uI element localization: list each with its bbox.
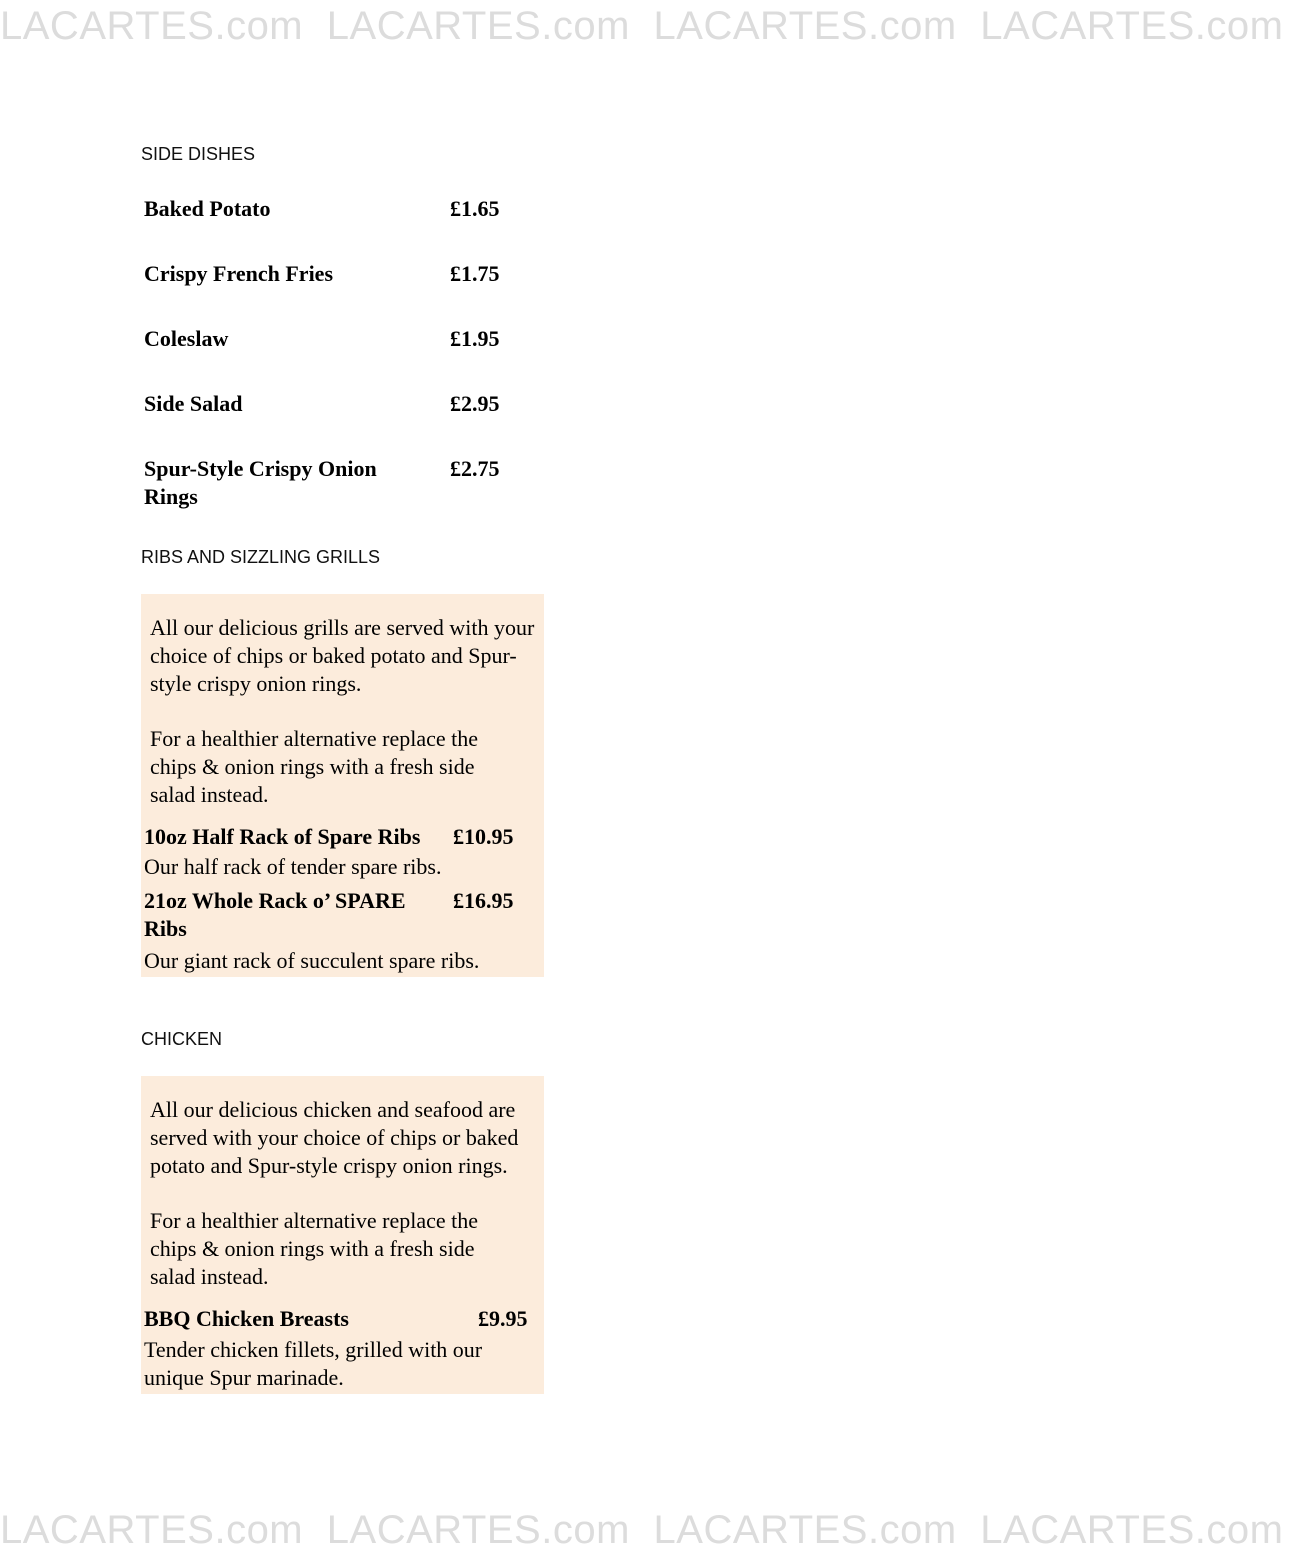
dish-name: 21oz Whole Rack o’ SPARE Ribs bbox=[144, 888, 406, 941]
dish-row bbox=[141, 1305, 544, 1333]
menu-item-price: £1.95 bbox=[450, 326, 500, 351]
menu-item bbox=[144, 260, 544, 288]
menu-item bbox=[144, 195, 544, 223]
chicken-panel bbox=[141, 1076, 544, 1394]
menu-item-price: £2.95 bbox=[450, 391, 500, 416]
dish-name: BBQ Chicken Breasts bbox=[144, 1306, 349, 1331]
dish-name: 10oz Half Rack of Spare Ribs bbox=[144, 824, 421, 849]
section-title-ribs: RIBS AND SIZZLING GRILLS bbox=[141, 547, 381, 567]
section-title-side-dishes: SIDE DISHES bbox=[141, 144, 256, 164]
dish-row bbox=[141, 823, 544, 851]
menu-item-price: £1.65 bbox=[450, 196, 500, 221]
ribs-panel bbox=[141, 594, 544, 977]
watermark-text: LACARTES.com bbox=[0, 4, 304, 48]
watermark-text: LACARTES.com bbox=[326, 1508, 630, 1552]
ribs-healthy-note: For a healthier alternative replace the chips & onion rings with a fresh side salad instead. bbox=[150, 726, 478, 807]
menu-item bbox=[144, 390, 544, 418]
ribs-intro: All our delicious grills are served with your choice of chips or baked potato and Spur-style crispy onion rings. bbox=[150, 615, 535, 696]
menu-item-name: Spur-Style Crispy Onion Rings bbox=[144, 456, 377, 509]
section-title-chicken: CHICKEN bbox=[141, 1029, 223, 1049]
watermark-bottom bbox=[0, 1508, 1284, 1553]
dish-description: Our half rack of tender spare ribs. bbox=[144, 854, 442, 879]
dish-price: £16.95 bbox=[453, 888, 514, 913]
dish-description: Tender chicken fillets, grilled with our unique Spur marinade. bbox=[144, 1337, 483, 1390]
menu-item bbox=[144, 325, 544, 353]
chicken-healthy-note: For a healthier alternative replace the chips & onion rings with a fresh side salad instead. bbox=[150, 1208, 478, 1289]
menu-item-name: Crispy French Fries bbox=[144, 261, 334, 286]
watermark-text: LACARTES.com bbox=[980, 1508, 1284, 1552]
dish-price: £9.95 bbox=[478, 1306, 528, 1331]
menu-item-name: Side Salad bbox=[144, 391, 243, 416]
watermark-text: LACARTES.com bbox=[653, 4, 957, 48]
menu-item-price: £2.75 bbox=[450, 456, 500, 481]
dish-description: Our giant rack of succulent spare ribs. bbox=[144, 948, 480, 973]
menu-item bbox=[144, 455, 544, 511]
menu-item-name: Coleslaw bbox=[144, 326, 229, 351]
watermark-text: LACARTES.com bbox=[980, 4, 1284, 48]
dish-price: £10.95 bbox=[453, 824, 514, 849]
watermark-text: LACARTES.com bbox=[0, 1508, 304, 1552]
watermark-text: LACARTES.com bbox=[653, 1508, 957, 1552]
chicken-intro: All our delicious chicken and seafood are served with your choice of chips or baked potato and Spur-style crispy onion rings. bbox=[150, 1097, 519, 1178]
watermark-top bbox=[0, 4, 1284, 49]
watermark-text: LACARTES.com bbox=[326, 4, 630, 48]
menu-item-price: £1.75 bbox=[450, 261, 500, 286]
dish-row bbox=[141, 887, 544, 943]
menu-item-name: Baked Potato bbox=[144, 196, 271, 221]
